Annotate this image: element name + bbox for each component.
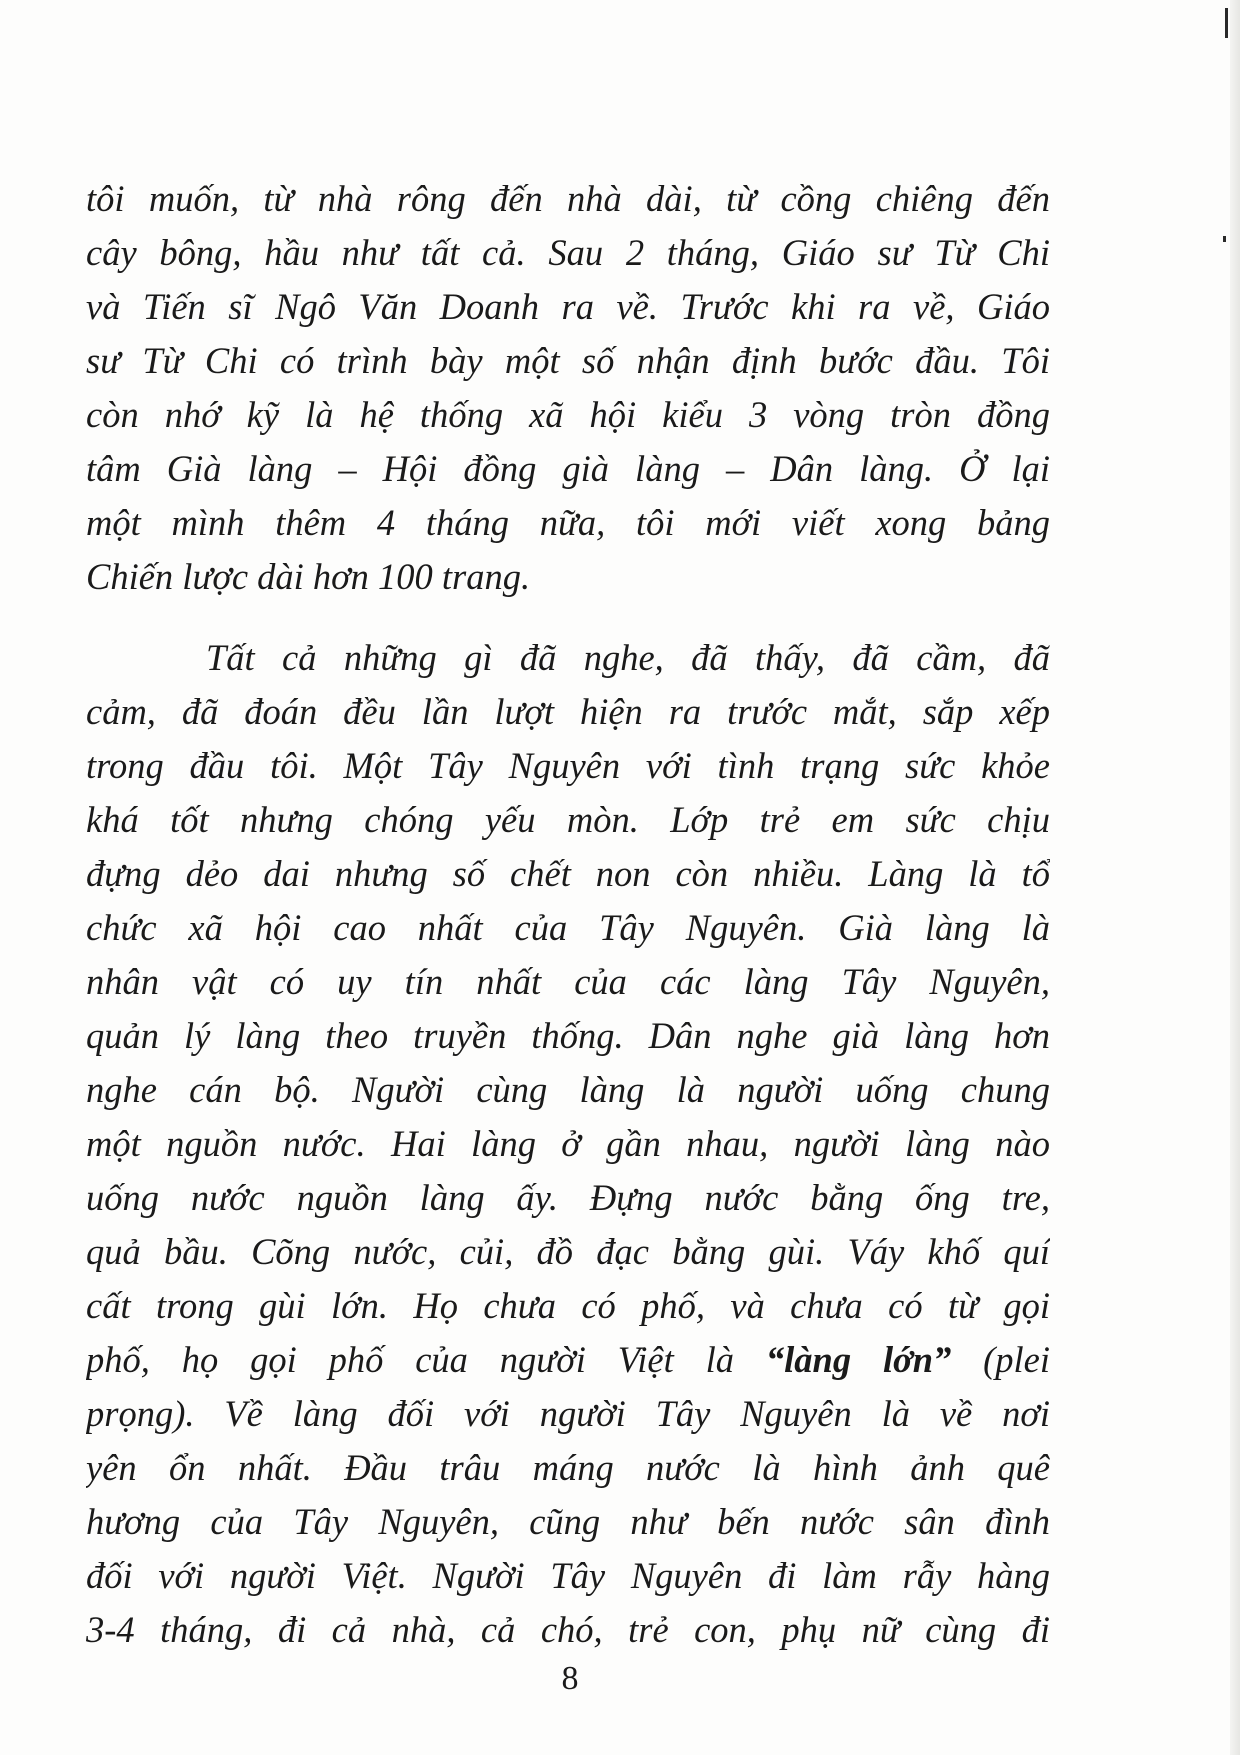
page-number: 8 (561, 1660, 579, 1697)
text-line: yên ổn nhất. Đầu trâu máng nước là hình ảnh quê (86, 1447, 1050, 1488)
text-line: đựng dẻo dai nhưng số chết non còn nhiều. Làng là tổ (86, 853, 1050, 894)
text-line: khá tốt nhưng chóng yếu mòn. Lớp trẻ em sức chịu (86, 799, 1050, 840)
text-line: cây bông, hầu như tất cả. Sau 2 tháng, Giáo sư Từ Chi (86, 232, 1050, 273)
text-line: và Tiến sĩ Ngô Văn Doanh ra về. Trước khi ra về, Giáo (86, 286, 1050, 327)
text-line: chức xã hội cao nhất của Tây Nguyên. Già làng là (86, 907, 1050, 948)
text-line: quản lý làng theo truyền thống. Dân nghe già làng hơn (86, 1015, 1050, 1056)
text-line: cảm, đã đoán đều lần lượt hiện ra trước mắt, sắp xếp (86, 691, 1050, 732)
body-text (86, 172, 1050, 1657)
text-line: tâm Già làng – Hội đồng già làng – Dân làng. Ở lại (86, 448, 1050, 489)
text-line: một mình thêm 4 tháng nữa, tôi mới viết xong bảng (86, 502, 1050, 543)
text-line: 3-4 tháng, đi cả nhà, cả chó, trẻ con, phụ nữ cùng đi (86, 1609, 1050, 1650)
text-line: quả bầu. Cõng nước, củi, đồ đạc bằng gùi. Váy khố quí (86, 1231, 1050, 1272)
text-line: còn nhớ kỹ là hệ thống xã hội kiểu 3 vòng tròn đồng (86, 394, 1050, 435)
text-line: prọng). Về làng đối với người Tây Nguyên là về nơi (86, 1393, 1050, 1434)
page-edge-shadow (1230, 0, 1240, 1755)
text-line: sư Từ Chi có trình bày một số nhận định bước đầu. Tôi (86, 340, 1050, 381)
paragraph-spacer (86, 604, 1050, 631)
edge-mark-top (1225, 8, 1228, 38)
text-line: Chiến lược dài hơn 100 trang. (86, 556, 531, 597)
text-segment: phố, họ gọi phố của người Việt là (86, 1339, 766, 1380)
text-line: một nguồn nước. Hai làng ở gần nhau, người làng nào (86, 1123, 1050, 1164)
bold-term: “làng lớn” (765, 1339, 952, 1380)
text-line: tôi muốn, từ nhà rông đến nhà dài, từ cồng chiêng đến (86, 178, 1050, 219)
text-line: uống nước nguồn làng ấy. Đựng nước bằng ống tre, (86, 1177, 1050, 1218)
text-line: nhân vật có uy tín nhất của các làng Tây Nguyên, (86, 961, 1050, 1002)
edge-mark-middle (1223, 236, 1226, 242)
paragraph-1 (86, 172, 1050, 604)
text-segment: (plei (951, 1339, 1050, 1380)
paragraph-2 (86, 631, 1050, 1657)
text-line: trong đầu tôi. Một Tây Nguyên với tình trạng sức khỏe (86, 745, 1050, 786)
text-line: hương của Tây Nguyên, cũng như bến nước sân đình (86, 1501, 1050, 1542)
text-line: Tất cả những gì đã nghe, đã thấy, đã cầm, đã (206, 637, 1050, 678)
text-line: nghe cán bộ. Người cùng làng là người uống chung (86, 1069, 1050, 1110)
text-line: đối với người Việt. Người Tây Nguyên đi làm rẫy hàng (86, 1555, 1050, 1596)
text-line-with-bold (86, 1333, 1050, 1387)
text-line: cất trong gùi lớn. Họ chưa có phố, và chưa có từ gọi (86, 1285, 1050, 1326)
